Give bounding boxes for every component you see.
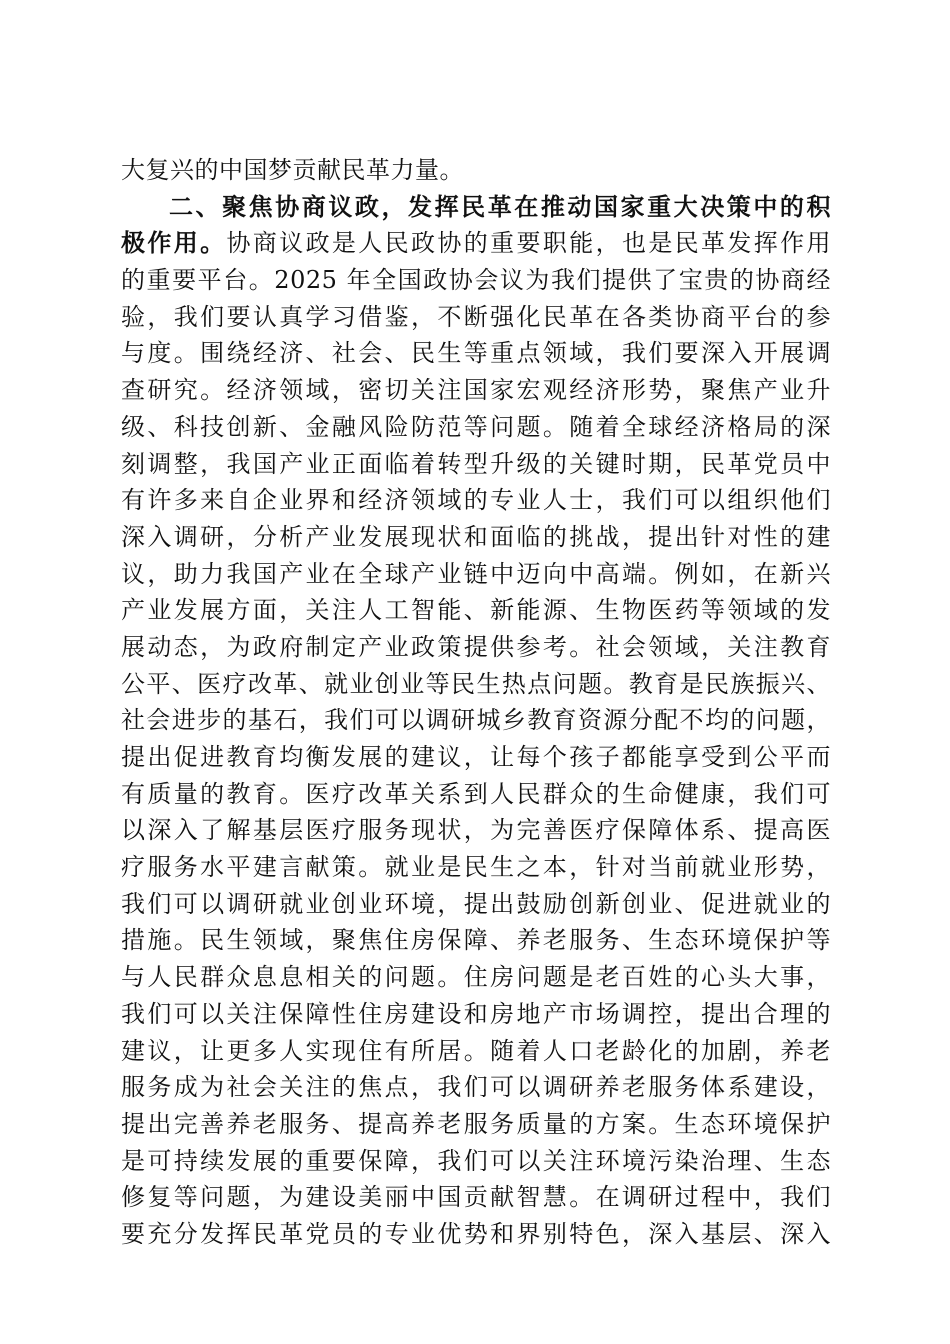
text-line: 验，我们要认真学习借鉴，不断强化民革在各类协商平台的参 — [121, 302, 831, 331]
text-line: 议，助力我国产业在全球产业链中迈向中高端。例如，在新兴 — [121, 559, 831, 588]
text-line: 与度。围绕经济、社会、民生等重点领域，我们要深入开展调 — [121, 339, 831, 368]
text-line: 公平、医疗改革、就业创业等民生热点问题。教育是民族振兴、 — [121, 669, 831, 698]
text-line: 措施。民生领域，聚焦住房保障、养老服务、生态环境保护等 — [121, 926, 831, 955]
text-line: 展动态，为政府制定产业政策提供参考。社会领域，关注教育 — [121, 632, 831, 661]
text-line: 深入调研，分析产业发展现状和面临的挑战，提出针对性的建 — [121, 522, 831, 551]
text-line: 查研究。经济领域，密切关注国家宏观经济形势，聚焦产业升 — [121, 376, 831, 405]
text-line: 疗服务水平建言献策。就业是民生之本，针对当前就业形势， — [121, 853, 831, 882]
text-line: 我们可以关注保障性住房建设和房地产市场调控，提出合理的 — [121, 999, 831, 1028]
text-line: 提出完善养老服务、提高养老服务质量的方案。生态环境保护 — [121, 1109, 831, 1138]
text-line: 社会进步的基石，我们可以调研城乡教育资源分配不均的问题， — [121, 706, 831, 735]
text-line: 服务成为社会关注的焦点，我们可以调研养老服务体系建设， — [121, 1073, 831, 1102]
text-line: 有许多来自企业界和经济领域的专业人士，我们可以组织他们 — [121, 486, 831, 515]
section-heading-end: 极作用。 — [121, 228, 227, 258]
text-line — [121, 225, 831, 262]
document-body — [121, 152, 831, 1253]
text-line: 提出促进教育均衡发展的建议，让每个孩子都能享受到公平而 — [121, 743, 831, 771]
text-line: 我们可以调研就业创业环境，提出鼓励创新创业、促进就业的 — [121, 889, 831, 918]
text-line: 建议，让更多人实现住有所居。随着人口老龄化的加剧，养老 — [121, 1036, 831, 1065]
text-line: 是可持续发展的重要保障，我们可以关注环境污染治理、生态 — [121, 1146, 831, 1175]
text-line: 产业发展方面，关注人工智能、新能源、生物医药等领域的发 — [121, 596, 831, 625]
text-line: 要充分发挥民革党员的专业优势和界别特色，深入基层、深入 — [121, 1219, 831, 1248]
text-line: 与人民群众息息相关的问题。住房问题是老百姓的心头大事， — [121, 963, 831, 992]
text-span: 协商议政是人民政协的重要职能，也是民革发挥作用 — [226, 229, 832, 258]
text-line: 的重要平台。2025 年全国政协会议为我们提供了宝贵的协商经 — [121, 266, 831, 295]
text-line: 级、科技创新、金融风险防范等问题。随着全球经济格局的深 — [121, 412, 831, 441]
text-line: 修复等问题，为建设美丽中国贡献智慧。在调研过程中，我们 — [121, 1183, 831, 1212]
section-heading: 二、聚焦协商议政，发挥民革在推动国家重大决策中的积 — [169, 191, 831, 221]
text-line: 刻调整，我国产业正面临着转型升级的关键时期，民革党员中 — [121, 449, 831, 478]
text-line: 以深入了解基层医疗服务现状，为完善医疗保障体系、提高医 — [121, 816, 831, 845]
text-line: 大复兴的中国梦贡献民革力量。 — [121, 156, 464, 184]
text-line: 有质量的教育。医疗改革关系到人民群众的生命健康，我们可 — [121, 779, 831, 808]
